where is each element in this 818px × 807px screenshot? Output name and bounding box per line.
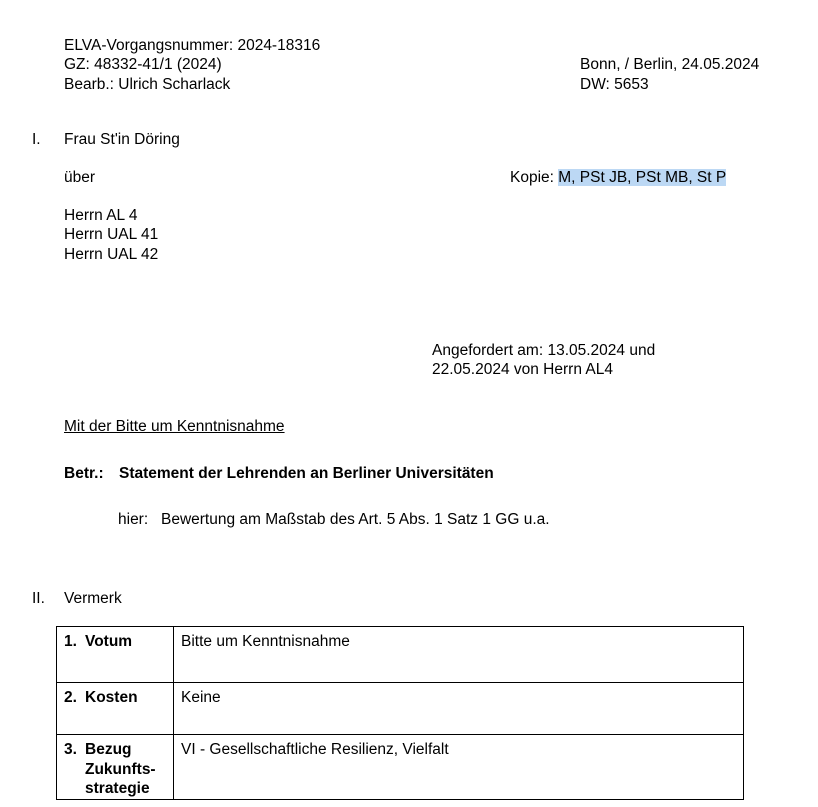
via-recipient: Herrn UAL 41: [64, 226, 159, 243]
row-label-continued: Zukunfts-: [85, 760, 156, 778]
table-label-cell: [57, 735, 174, 800]
copy-label: Kopie:: [510, 169, 554, 186]
row-label: Kosten: [85, 689, 138, 706]
row-label-continued: strategie: [85, 780, 150, 797]
copy-recipients[interactable]: M, PSt JB, PSt MB, St P: [558, 169, 727, 186]
section-1-numeral: I.: [32, 131, 41, 148]
bearbeiter: Bearb.: Ulrich Scharlack: [64, 76, 231, 93]
via-recipient: Herrn AL 4: [64, 207, 138, 224]
section-2-numeral: II.: [32, 590, 45, 607]
vermerk-table: [56, 626, 744, 800]
section-2-title: Vermerk: [64, 590, 122, 607]
vorgangsnummer: ELVA-Vorgangsnummer: 2024-18316: [64, 37, 321, 54]
row-label: Votum: [85, 633, 133, 650]
via-label: über: [64, 169, 96, 186]
table-value-cell: VI - Gesellschaftliche Resilienz, Vielfalt: [174, 735, 744, 800]
subject-text: Statement der Lehrenden an Berliner Universitäten: [119, 465, 494, 482]
table-value-cell: Keine: [174, 683, 744, 735]
requested-date-line-2: 22.05.2024 von Herrn AL4: [432, 361, 613, 378]
hier-text: Bewertung am Maßstab des Art. 5 Abs. 1 Satz 1 GG u.a.: [161, 511, 550, 528]
row-number: 2.: [64, 689, 77, 706]
table-label-cell: [57, 683, 174, 735]
via-recipient: Herrn UAL 42: [64, 246, 159, 263]
table-label-cell: [57, 627, 174, 683]
copy-line: [510, 168, 726, 188]
row-number: 1.: [64, 633, 77, 650]
recipient: Frau St'in Döring: [64, 131, 180, 148]
table-value-cell: Bitte um Kenntnisnahme: [174, 627, 744, 683]
row-number: 3.: [64, 741, 77, 758]
geschaeftszeichen: GZ: 48332-41/1 (2024): [64, 56, 222, 73]
durchwahl: DW: 5653: [580, 76, 649, 93]
request-note: Mit der Bitte um Kenntnisnahme: [64, 418, 285, 435]
place-date: Bonn, / Berlin, 24.05.2024: [580, 56, 760, 73]
table-row: [57, 627, 744, 683]
requested-date-line-1: Angefordert am: 13.05.2024 und: [432, 342, 656, 359]
table-row: [57, 735, 744, 800]
hier-label: hier:: [118, 511, 149, 528]
row-label: Bezug: [85, 741, 132, 758]
table-row: [57, 683, 744, 735]
subject-label: Betr.:: [64, 465, 104, 482]
